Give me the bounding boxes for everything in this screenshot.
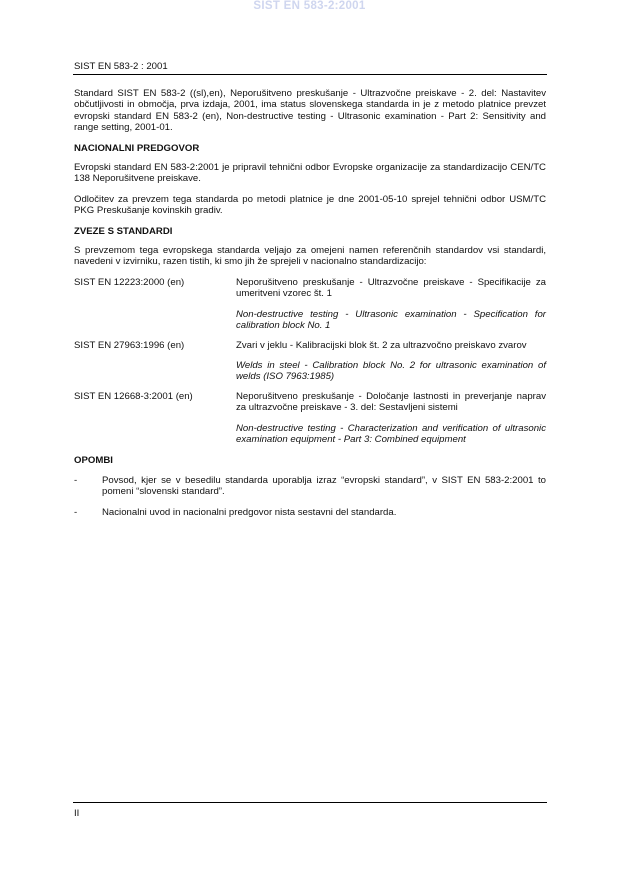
reference-entry xyxy=(74,391,546,446)
section-heading-links: ZVEZE S STANDARDI xyxy=(74,225,173,237)
reference-title-sl: Neporušitveno preskušanje - Določanje lastnosti in preverjanje naprav za ultrazvočne preiskave - 3. del: Sestavljeni sistemi xyxy=(236,390,546,414)
reference-entry xyxy=(74,277,546,332)
reference-code: SIST EN 12223:2000 (en) xyxy=(74,276,185,288)
reference-title-sl: Neporušitveno preskušanje - Ultrazvočne preiskave - Specifikacije za umeritveni vzorec št. 1 xyxy=(236,276,546,300)
foreword-paragraph-1: Evropski standard EN 583-2:2001 je pripravil tehnični odbor Evropske organizacije za standardizacijo CEN/TC 138 Neporušitvene preiskave. xyxy=(74,162,546,185)
watermark: SIST EN 583-2:2001 xyxy=(253,0,366,12)
links-intro-paragraph: S prevzemom tega evropskega standarda veljajo za omejeni namen referenčnih standardov vsi standardi, navedeni v izvirniku, razen tistih, ki smo jih že sprejeli v nacionalno standardizacijo: xyxy=(74,245,546,268)
note-dash: - xyxy=(74,506,78,518)
reference-title-en: Non-destructive testing - Characterization and verification of ultrasonic examination equipment - Part 3: Combined equipment xyxy=(236,422,546,445)
reference-code: SIST EN 12668-3:2001 (en) xyxy=(74,390,193,402)
page-number: II xyxy=(74,808,80,819)
note-item xyxy=(74,475,546,498)
foreword-paragraph-2: Odločitev za prevzem tega standarda po metodi platnice je dne 2001-05-10 sprejel tehnični odbor USM/TC PKG Preskušanje kovinskih gradiv. xyxy=(74,193,546,217)
note-text: Nacionalni uvod in nacionalni predgovor nista sestavni del standarda. xyxy=(102,506,397,518)
intro-paragraph: Standard SIST EN 583-2 ((sl),en), Neporušitveno preskušanje - Ultrazvočne preiskave - 2. del: Nastavitev občutljivosti in območja, prva izdaja, 2001, ima status slovenskega standarda in je z metodo platnice prevzet evropski standard EN 583-2 (en), Non-destructive testing - Ultrasonic examination - Part 2: Sensitivity and range setting, 2001-01. xyxy=(74,88,546,134)
section-heading-national-foreword: NACIONALNI PREDGOVOR xyxy=(74,142,200,154)
note-item xyxy=(74,507,546,518)
reference-title-sl: Zvari v jeklu - Kalibracijski blok št. 2 za ultrazvočno preiskavo zvarov xyxy=(236,339,527,351)
header-rule xyxy=(73,74,547,75)
reference-title-en: Welds in steel - Calibration block No. 2 for ultrasonic examination of welds (ISO 7963:1985) xyxy=(236,359,546,383)
reference-title-en: Non-destructive testing - Ultrasonic examination - Specification for calibration block No. 1 xyxy=(236,308,546,332)
running-header: SIST EN 583-2 : 2001 xyxy=(74,61,168,72)
note-dash: - xyxy=(74,474,78,486)
footer-rule xyxy=(73,802,547,803)
document-body xyxy=(74,88,546,527)
reference-entry xyxy=(74,340,546,383)
reference-code: SIST EN 27963:1996 (en) xyxy=(74,339,185,351)
section-heading-notes: OPOMBI xyxy=(74,455,113,467)
note-text: Povsod, kjer se v besedilu standarda uporablja izraz “evropski standard”, v SIST EN 583-2:2001 to pomeni “slovenski standard”. xyxy=(102,474,546,498)
